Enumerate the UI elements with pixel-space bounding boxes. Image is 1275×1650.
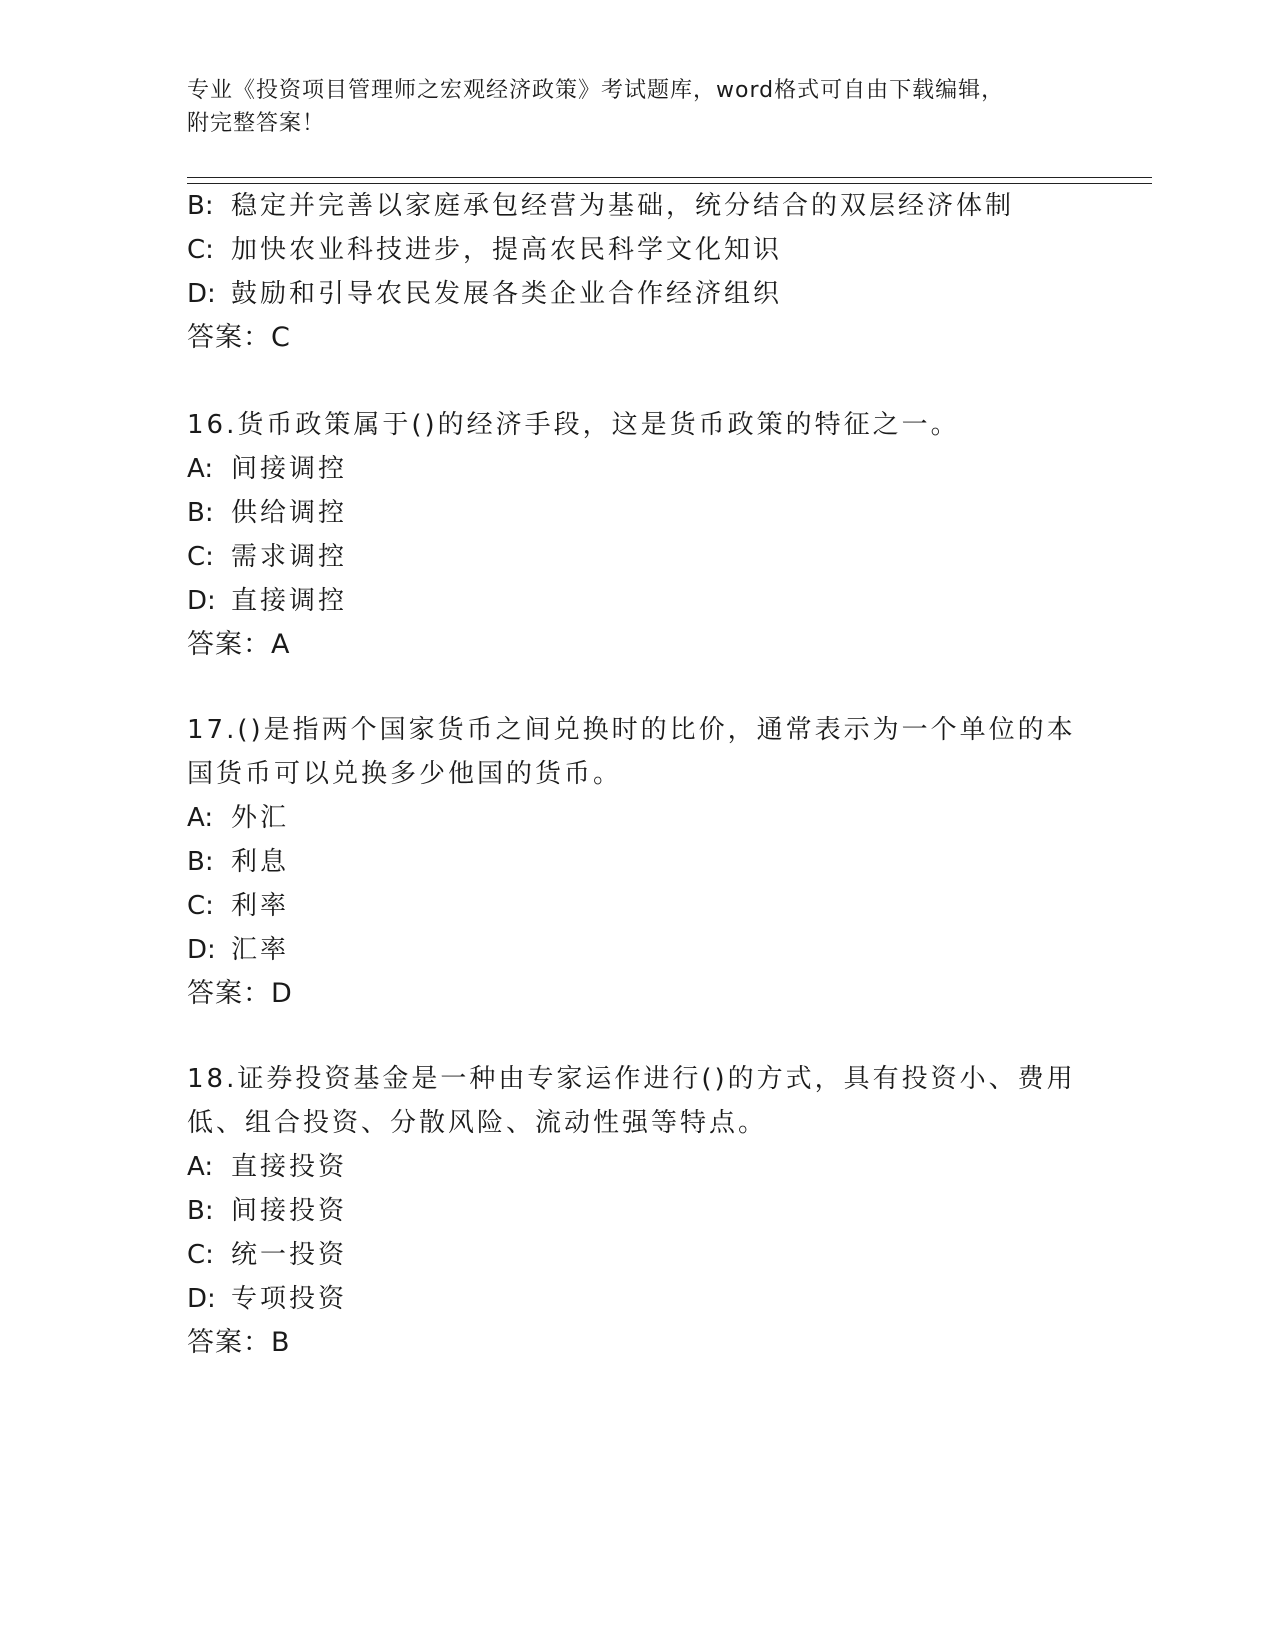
q18-option-c: C: 统一投资	[187, 1240, 348, 1270]
option-c: C: 加快农业科技进步，提高农民科学文化知识	[187, 235, 783, 265]
document-header	[187, 74, 1087, 140]
q17-answer: 答案：D	[187, 978, 293, 1009]
question-17-stem-line-2: 国货币可以兑换多少他国的货币。	[187, 759, 623, 789]
option-d: D: 鼓励和引导农民发展各类企业合作经济组织	[187, 279, 783, 309]
q18-option-a: A: 直接投资	[187, 1152, 348, 1182]
question-17-stem-line-1: 17.()是指两个国家货币之间兑换时的比价，通常表示为一个单位的本	[187, 715, 1076, 745]
q18-option-b: B: 间接投资	[187, 1196, 348, 1226]
q17-option-b: B: 利息	[187, 847, 290, 877]
header-divider-top	[187, 177, 1152, 178]
q16-option-a: A: 间接调控	[187, 454, 348, 484]
q16-option-c: C: 需求调控	[187, 542, 348, 572]
q17-option-d: D: 汇率	[187, 935, 290, 965]
answer-prev: 答案：C	[187, 322, 291, 353]
option-b: B: 稳定并完善以家庭承包经营为基础，统分结合的双层经济体制	[187, 191, 1015, 221]
q17-option-c: C: 利率	[187, 891, 290, 921]
q18-answer: 答案：B	[187, 1327, 291, 1358]
q16-option-d: D: 直接调控	[187, 586, 348, 616]
q18-option-d: D: 专项投资	[187, 1284, 348, 1314]
header-divider-bottom	[187, 183, 1152, 184]
header-line-1: 专业《投资项目管理师之宏观经济政策》考试题库，word格式可自由下载编辑，	[187, 78, 1005, 103]
header-line-2: 附完整答案！	[187, 111, 326, 136]
q16-option-b: B: 供给调控	[187, 498, 348, 528]
question-18-stem-line-1: 18.证券投资基金是一种由专家运作进行()的方式，具有投资小、费用	[187, 1064, 1076, 1094]
question-16-stem: 16.货币政策属于()的经济手段，这是货币政策的特征之一。	[187, 410, 960, 440]
question-18-stem-line-2: 低、组合投资、分散风险、流动性强等特点。	[187, 1108, 768, 1138]
q16-answer: 答案：A	[187, 629, 291, 660]
q17-option-a: A: 外汇	[187, 803, 290, 833]
